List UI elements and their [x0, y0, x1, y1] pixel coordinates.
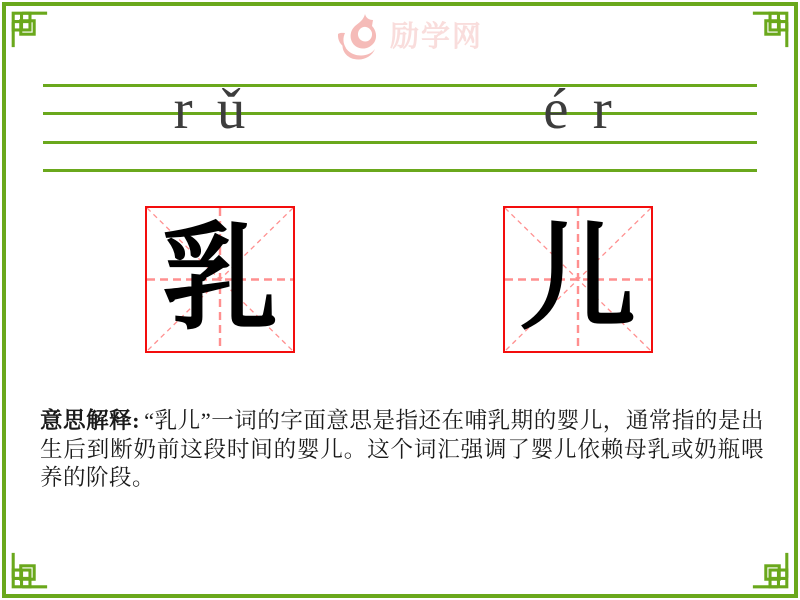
pinyin-guide-line-3 [43, 141, 757, 144]
character-grid-box-er [503, 206, 653, 353]
corner-ornament-icon [4, 550, 50, 596]
logo-flame-icon [336, 13, 380, 61]
corner-ornament-icon [750, 4, 796, 50]
pinyin-syllable-ru: r ǔ [173, 78, 251, 141]
hanzi-ru: 乳 [162, 215, 278, 344]
pinyin-guide-line-4 [43, 169, 757, 172]
corner-ornament-icon [750, 550, 796, 596]
explanation-label: 意思解释: [40, 408, 141, 433]
character-grid-box-ru [145, 206, 295, 353]
site-watermark [336, 13, 483, 61]
pinyin-syllable-er: é r [543, 78, 617, 141]
corner-ornament-icon [4, 4, 50, 50]
site-name: 励学网 [390, 20, 484, 53]
explanation-body: “乳儿”一词的字面意思是指还在哺乳期的婴儿，通常指的是出生后到断奶前这段时间的婴儿。这个词汇强调了婴儿依赖母乳或奶瓶喂养的阶段。 [40, 408, 764, 491]
hanzi-er: 儿 [520, 215, 636, 344]
meaning-explanation [40, 407, 764, 493]
